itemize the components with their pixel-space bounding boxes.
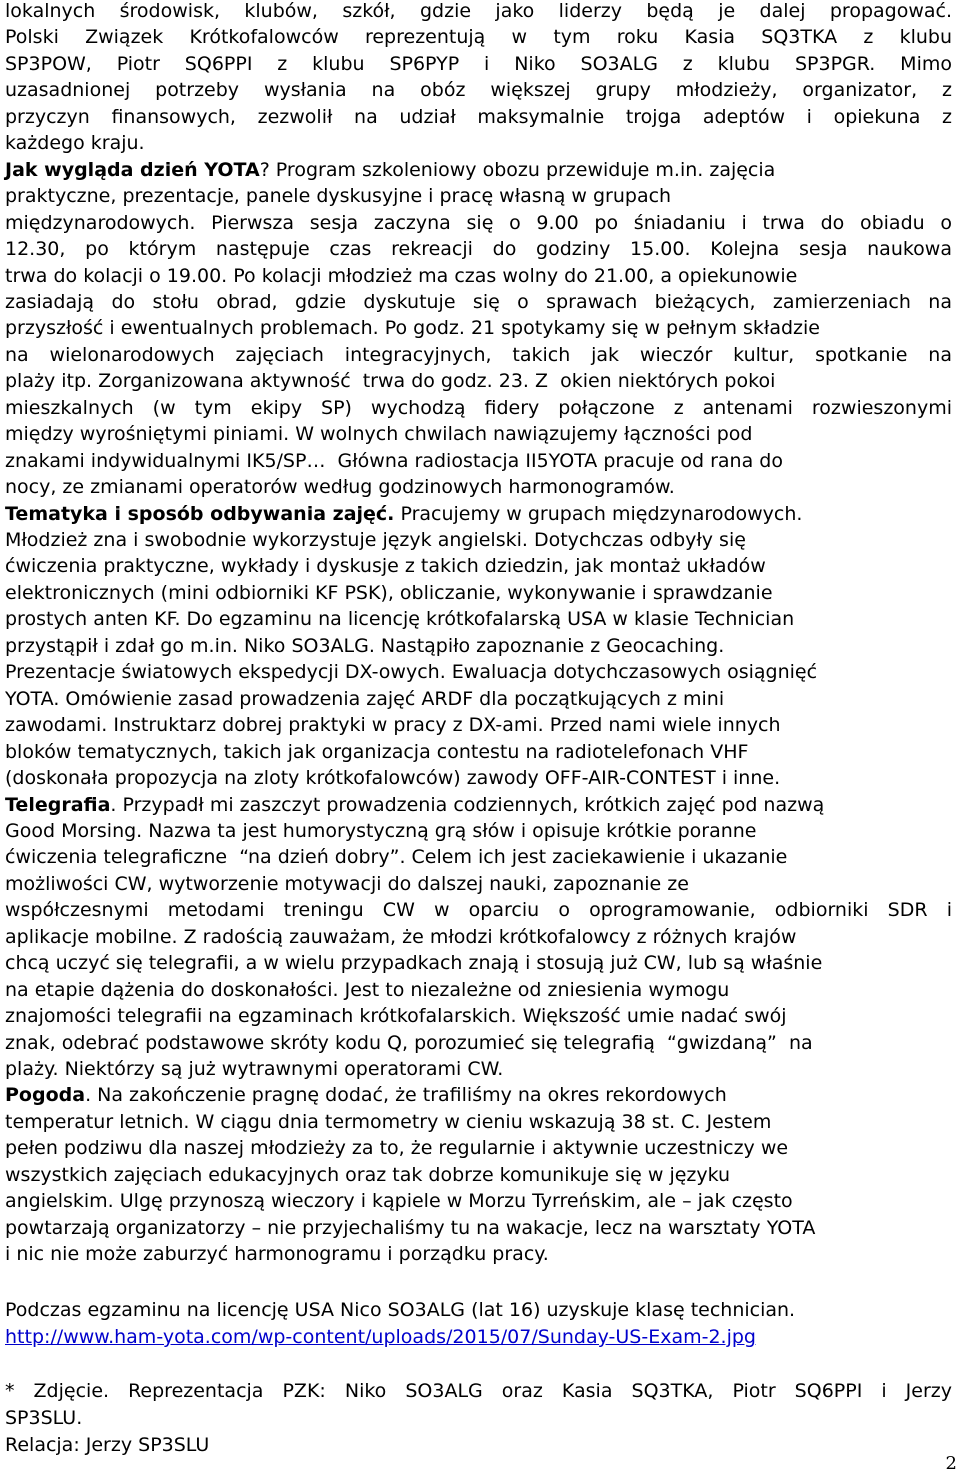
bold-heading-text: Pogoda (5, 1084, 86, 1107)
text-segment: nocy, ze zmianami operatorów według godzinowych harmonogramów. (5, 476, 675, 499)
text-line (5, 553, 766, 579)
text-segment: aplikacje mobilne. Z radością zauważam, że młodzi krótkofalowcy z różnych krajów (5, 925, 797, 948)
text-line (5, 104, 952, 130)
report-author: Relacja: Jerzy SP3SLU (5, 1434, 210, 1456)
text-segment: bloków tematycznych, takich jak organizacja contestu na radiotelefonach VHF (5, 740, 749, 763)
text-line (5, 1109, 771, 1135)
text-segment: plaży. Niektórzy są już wytrawnymi operatorami CW. (5, 1058, 504, 1080)
text-segment: każdego kraju. (5, 132, 145, 155)
text-segment: między wyrośniętymi piniami. W wolnych chwilach nawiązujemy łączności pod (5, 423, 753, 446)
text-line (5, 0, 952, 24)
text-line (5, 421, 753, 447)
text-segment: ćwiczenia telegraficzne “na dzień dobry”. Celem ich jest zaciekawienie i ukazanie (5, 846, 788, 869)
text-line (5, 210, 952, 236)
text-line (5, 871, 689, 897)
text-segment: prostych anten KF. Do egzaminu na licencję krótkofalarską USA w klasie Technician (5, 608, 795, 631)
text-line (5, 77, 952, 103)
text-segment: pełen podziwu dla naszej młodzieży za to, że regularnie i aktywnie uczestniczy we (5, 1137, 789, 1160)
text-segment: Polski Związek Krótkofalowców reprezentują w tym roku Kasia SQ3TKA z klubu (5, 26, 952, 49)
text-segment: trwa do kolacji o 19.00. Po kolacji młodzież ma czas wolny do 21.00, a opiekunowie (5, 264, 798, 287)
text-segment: Good Morsing. Nazwa ta jest humorystyczną grą słów i opisuje krótkie poranne (5, 819, 757, 842)
text-segment: przystąpił i zdał go m.in. Niko SO3ALG. Nastąpiło zapoznanie z Geocaching. (5, 634, 725, 657)
text-line (5, 395, 952, 421)
text-segment: możliwości CW, wytworzenie motywacji do dalszej nauki, zapoznanie ze (5, 872, 689, 895)
text-line (5, 24, 952, 50)
text-line (5, 1215, 815, 1241)
bold-heading-text: Jak wygląda dzień YOTA (5, 158, 260, 181)
text-line (5, 1003, 787, 1029)
text-segment: zawodami. Instruktarz dobrej praktyki w pracy z DX-ami. Przed nami wiele innych (5, 714, 781, 737)
exam-note: Podczas egzaminu na licencję USA Nico SO3ALG (lat 16) uzyskuje klasę technician. (5, 1299, 796, 1321)
text-line (5, 739, 748, 765)
text-line (5, 289, 952, 315)
text-segment: 12.30, po którym następuje czas rekreacji do godziny 15.00. Kolejna sesja naukowa (5, 238, 952, 261)
text-segment: lokalnych środowisk, klubów, szkół, gdzie jako liderzy będą je dalej propagować. (5, 0, 952, 22)
text-segment: YOTA. Omówienie zasad prowadzenia zajęć ARDF dla początkujących z mini (5, 687, 725, 710)
text-line (5, 1135, 788, 1161)
text-segment: plaży itp. Zorganizowana aktywność trwa do godz. 23. Z okien niektórych pokoi (5, 370, 776, 393)
page-number: 2 (945, 1453, 957, 1474)
text-line (5, 844, 787, 870)
text-line (5, 448, 783, 474)
text-segment: znak, odebrać podstawowe skróty kodu Q, porozumieć się telegrafią “gwizdaną” na (5, 1031, 813, 1054)
text-segment: Pracujemy w grupach międzynarodowych. (394, 502, 803, 525)
text-segment: wszystkich zajęciach edukacyjnych oraz tak dobrze komunikuje się w języku (5, 1163, 731, 1186)
text-segment: . Przypadł mi zaszczyt prowadzenia codziennych, krótkich zajęć pod nazwą (110, 793, 825, 816)
text-line (5, 1188, 793, 1214)
text-line (5, 765, 780, 791)
text-line (5, 315, 820, 341)
text-line (5, 924, 796, 950)
text-line (5, 130, 145, 156)
text-line (5, 474, 675, 500)
text-line (5, 1241, 549, 1267)
bold-heading-text: Tematyka i sposób odbywania zajęć. (5, 502, 395, 525)
text-line (5, 1162, 730, 1188)
text-segment: . Na zakończenie pragnę dodać, że trafiliśmy na okres rekordowych (85, 1084, 727, 1107)
text-line (5, 606, 794, 632)
photo-caption-line-2: SP3SLU. (5, 1407, 83, 1429)
text-segment: znakami indywidualnymi IK5/SP… Główna radiostacja II5YOTA pracuje od rana do (5, 449, 783, 472)
text-line (5, 659, 817, 685)
text-line (5, 686, 724, 712)
text-segment: chcą uczyć się telegrafii, a w wielu przypadkach znają i stosują już CW, lub są właśnie (5, 952, 823, 975)
text-line (5, 897, 952, 923)
text-segment: na etapie dążenia do doskonałości. Jest to niezależne od zniesienia wymogu (5, 978, 730, 1001)
bold-heading-text: Telegrafia (5, 793, 111, 816)
text-segment: Młodzież zna i swobodnie wykorzystuje język angielski. Dotychczas odbyły się (5, 529, 746, 551)
text-line (5, 501, 802, 527)
text-segment: powtarzają organizatorzy – nie przyjechaliśmy tu na wakacje, lecz na warsztaty YOTA (5, 1216, 816, 1239)
text-line (5, 236, 952, 262)
exam-photo-link[interactable] (5, 1324, 756, 1350)
text-segment: elektronicznych (mini odbiorniki KF PSK), obliczanie, wykonywanie i sprawdzanie (5, 581, 773, 604)
text-segment: przyczyn finansowych, zezwolił na udział maksymalnie trojga adeptów i opiekuna z (5, 105, 952, 128)
text-segment: ? Program szkoleniowy obozu przewiduje m.in. zajęcia (259, 158, 776, 181)
text-line (5, 818, 757, 844)
photo-caption-line-1: * Zdjęcie. Reprezentacja PZK: Niko SO3ALG oraz Kasia SQ3TKA, Piotr SQ6PPI i Jerzy (5, 1380, 952, 1402)
text-line (5, 263, 797, 289)
text-line (5, 1030, 813, 1056)
text-segment: przyszłość i ewentualnych problemach. Po godz. 21 spotykamy się w pełnym składzie (5, 317, 820, 340)
text-segment: angielskim. Ulgę przynoszą wieczory i kąpiele w Morzu Tyrreńskim, ale – jak często (5, 1190, 793, 1213)
text-line (5, 580, 773, 606)
text-line (5, 183, 671, 209)
text-segment: temperatur letnich. W ciągu dnia termometry w cieniu wskazują 38 st. C. Jestem (5, 1110, 772, 1133)
text-line (5, 342, 952, 368)
text-segment: SP3POW, Piotr SQ6PPI z klubu SP6PYP i Niko SO3ALG z klubu SP3PGR. Mimo (5, 52, 952, 75)
text-segment: mieszkalnych (w tym ekipy SP) wychodzą fidery połączone z antenami rozwieszonymi (5, 396, 952, 419)
text-line (5, 527, 746, 553)
text-line (5, 792, 824, 818)
text-segment: (doskonała propozycja na zloty krótkofalowców) zawody OFF-AIR-CONTEST i inne. (5, 767, 781, 790)
text-line (5, 1082, 727, 1108)
text-segment: praktyczne, prezentacje, panele dyskusyjne i pracę własną w grupach (5, 185, 672, 208)
exam-photo-link-text[interactable]: http://www.ham-yota.com/wp-content/uploads/2015/07/Sunday-US-Exam-2.jpg (5, 1326, 756, 1348)
text-line (5, 712, 781, 738)
text-line (5, 977, 729, 1003)
text-segment: ćwiczenia praktyczne, wykłady i dyskusje z takich dziedzin, jak montaż układów (5, 555, 766, 578)
text-segment: i nic nie może zaburzyć harmonogramu i porządku pracy. (5, 1243, 549, 1266)
text-line (5, 368, 775, 394)
text-segment: współczesnymi metodami treningu CW w oparciu o oprogramowanie, odbiorniki SDR i (5, 899, 952, 922)
text-segment: międzynarodowych. Pierwsza sesja zaczyna się o 9.00 po śniadaniu i trwa do obiadu o (5, 211, 952, 234)
text-line (5, 1056, 503, 1082)
text-line (5, 950, 822, 976)
text-segment: znajomości telegrafii na egzaminach krótkofalarskich. Większość umie nadać swój (5, 1005, 787, 1028)
text-line (5, 633, 724, 659)
text-segment: Prezentacje światowych ekspedycji DX-owych. Ewaluacja dotychczasowych osiągnięć (5, 661, 818, 684)
text-segment: uzasadnionej potrzeby wysłania na obóz większej grupy młodzieży, organizator, z (5, 79, 952, 102)
text-line (5, 51, 952, 77)
text-line (5, 157, 775, 183)
text-segment: zasiadają do stołu obrad, gdzie dyskutuje się o sprawach bieżących, zamierzeniach na (5, 290, 952, 313)
text-segment: na wielonarodowych zajęciach integracyjnych, takich jak wieczór kultur, spotkanie na (5, 343, 952, 366)
